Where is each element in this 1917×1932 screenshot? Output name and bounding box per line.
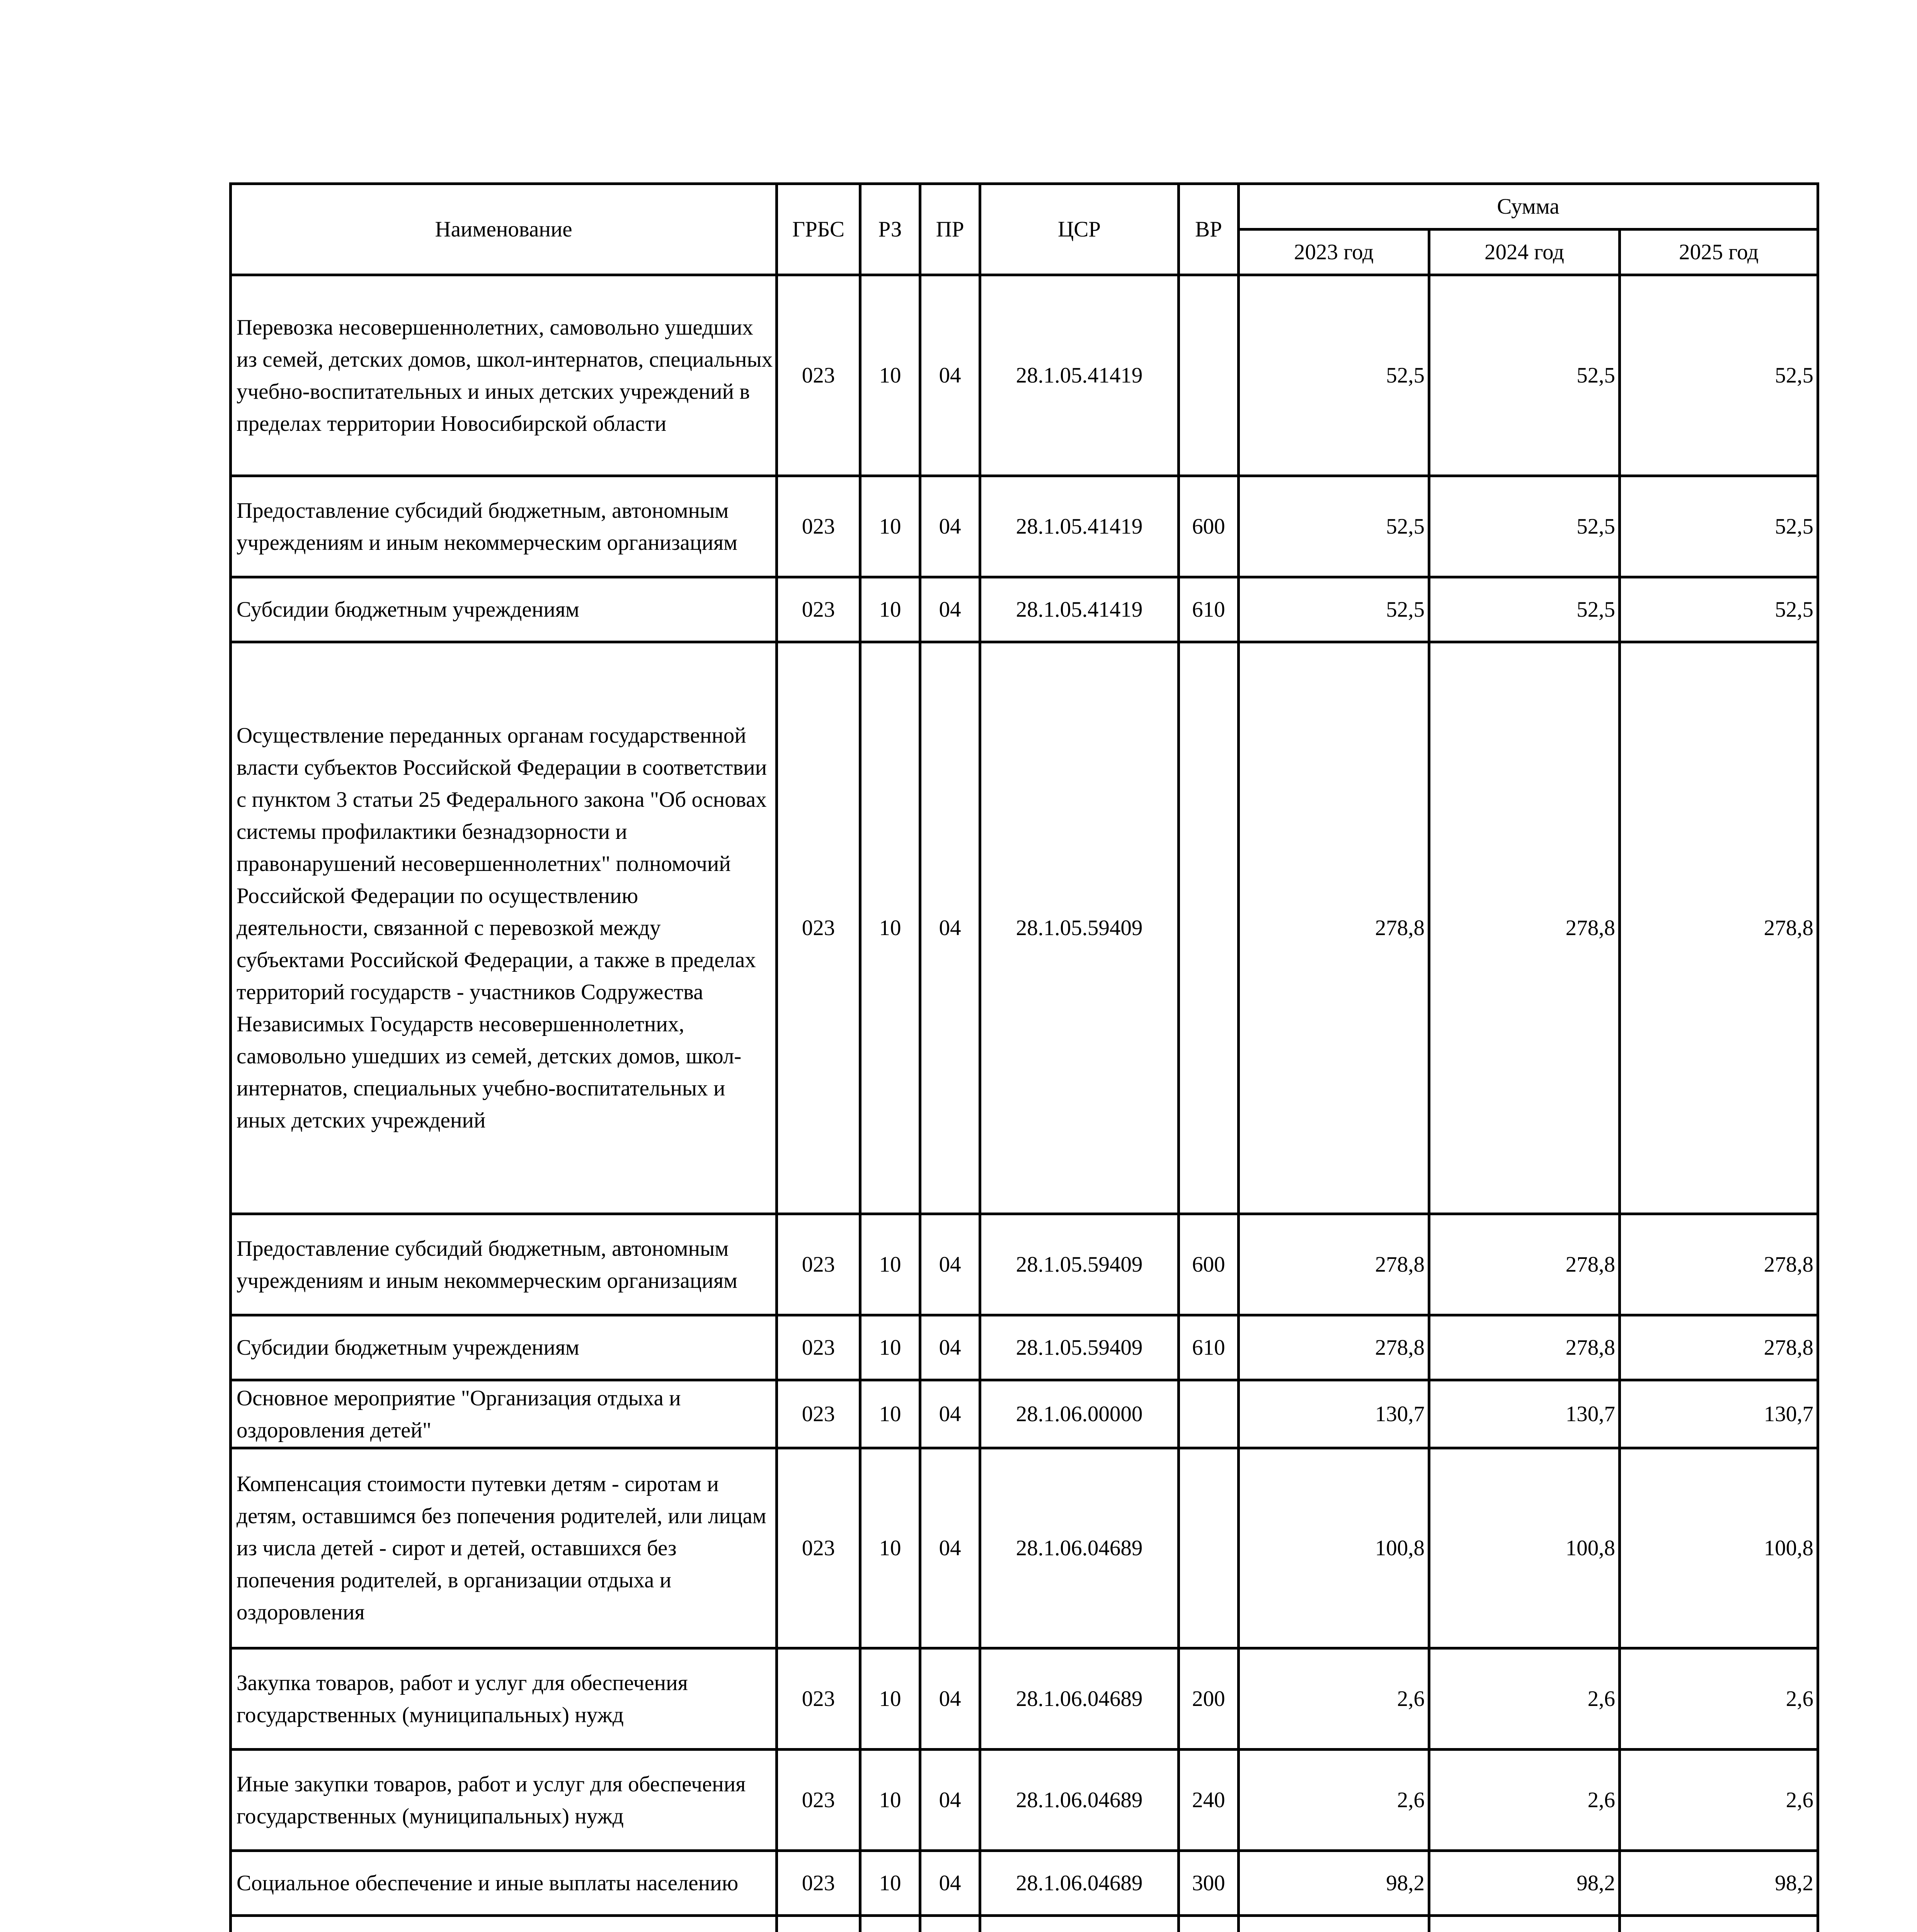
- row-vr: [1179, 275, 1239, 476]
- table-row: [231, 1315, 1818, 1380]
- row-pr: 04: [920, 577, 980, 642]
- table-row: [231, 1648, 1818, 1750]
- row-sum-2023: 98,2: [1239, 1851, 1429, 1916]
- header-2025: 2025 год: [1620, 230, 1818, 275]
- header-name: Наименование: [231, 184, 777, 275]
- row-name: Осуществление переданных органам государственной власти субъектов Российской Федерации в соответствии с пунктом 3 статьи 25 Федерального закона "Об основах системы профилактики безнадзорности и правонарушений несовершеннолетних" полномочий Российской Федерации по осуществлению деятельности, связанной с перевозкой между субъектами Российской Федерации, а также в пределах территорий государств - участников Содружества Независимых Государств несовершеннолетних, самовольно ушедших из семей, детских домов, школ-интернатов, специальных учебно-воспитательных и иных детских учреждений: [231, 642, 777, 1214]
- row-name: [231, 1916, 777, 1932]
- row-sum-2023: 2,6: [1239, 1648, 1429, 1750]
- header-csr: ЦСР: [980, 184, 1179, 275]
- row-name: Субсидии бюджетным учреждениям: [231, 577, 777, 642]
- row-name: Субсидии бюджетным учреждениям: [231, 1315, 777, 1380]
- row-sum-2025: 278,8: [1620, 642, 1818, 1214]
- row-sum-2024: 278,8: [1429, 1214, 1620, 1315]
- row-vr: [1179, 1380, 1239, 1448]
- header-grbs: ГРБС: [777, 184, 860, 275]
- row-vr: 600: [1179, 1214, 1239, 1315]
- row-rz: [860, 1916, 920, 1932]
- table-row: [231, 642, 1818, 1214]
- table-row: [231, 1380, 1818, 1448]
- row-vr: 240: [1179, 1750, 1239, 1851]
- row-rz: 10: [860, 476, 920, 577]
- row-name: Иные закупки товаров, работ и услуг для обеспечения государственных (муниципальных) нужд: [231, 1750, 777, 1851]
- row-sum-2024: 130,7: [1429, 1380, 1620, 1448]
- row-csr: [980, 1916, 1179, 1932]
- row-grbs: 023: [777, 1380, 860, 1448]
- row-rz: 10: [860, 1851, 920, 1916]
- row-pr: 04: [920, 1851, 980, 1916]
- row-sum-2024: 98,2: [1429, 1851, 1620, 1916]
- row-sum-2025: 100,8: [1620, 1448, 1818, 1648]
- table-row: [231, 476, 1818, 577]
- row-name: Предоставление субсидий бюджетным, автономным учреждениям и иным некоммерческим организациям: [231, 476, 777, 577]
- header-2023: 2023 год: [1239, 230, 1429, 275]
- row-name: Перевозка несовершеннолетних, самовольно ушедших из семей, детских домов, школ-интернатов, специальных учебно-воспитательных и иных детских учреждений в пределах территории Новосибирской области: [231, 275, 777, 476]
- row-grbs: 023: [777, 275, 860, 476]
- row-vr: [1179, 1916, 1239, 1932]
- row-pr: 04: [920, 1315, 980, 1380]
- row-sum-2023: 278,8: [1239, 1214, 1429, 1315]
- row-sum-2023: 52,5: [1239, 275, 1429, 476]
- row-sum-2024: 52,5: [1429, 275, 1620, 476]
- row-grbs: 023: [777, 1315, 860, 1380]
- row-vr: [1179, 1448, 1239, 1648]
- row-vr: 200: [1179, 1648, 1239, 1750]
- row-sum-2024: 52,5: [1429, 476, 1620, 577]
- row-grbs: 023: [777, 1750, 860, 1851]
- table-row: [231, 1916, 1818, 1932]
- row-rz: 10: [860, 1448, 920, 1648]
- row-pr: [920, 1916, 980, 1932]
- row-vr: 300: [1179, 1851, 1239, 1916]
- row-csr: 28.1.05.41419: [980, 577, 1179, 642]
- row-csr: 28.1.06.04689: [980, 1750, 1179, 1851]
- row-sum-2025: 278,8: [1620, 1315, 1818, 1380]
- row-sum-2024: 278,8: [1429, 1315, 1620, 1380]
- row-csr: 28.1.06.04689: [980, 1648, 1179, 1750]
- row-sum-2023: 278,8: [1239, 642, 1429, 1214]
- row-sum-2025: 52,5: [1620, 476, 1818, 577]
- row-csr: 28.1.05.41419: [980, 275, 1179, 476]
- table-row: [231, 1214, 1818, 1315]
- row-sum-2023: 52,5: [1239, 577, 1429, 642]
- row-csr: 28.1.06.04689: [980, 1448, 1179, 1648]
- row-csr: 28.1.06.00000: [980, 1380, 1179, 1448]
- header-vr: ВР: [1179, 184, 1239, 275]
- row-sum-2024: 2,6: [1429, 1648, 1620, 1750]
- row-sum-2025: 278,8: [1620, 1214, 1818, 1315]
- table-row: [231, 275, 1818, 476]
- row-pr: 04: [920, 1750, 980, 1851]
- row-name: Социальное обеспечение и иные выплаты населению: [231, 1851, 777, 1916]
- header-sum: Сумма: [1239, 184, 1818, 230]
- row-sum-2023: 130,7: [1239, 1380, 1429, 1448]
- row-name: Закупка товаров, работ и услуг для обеспечения государственных (муниципальных) нужд: [231, 1648, 777, 1750]
- row-sum-2023: [1239, 1916, 1429, 1932]
- row-sum-2025: 52,5: [1620, 577, 1818, 642]
- row-grbs: 023: [777, 642, 860, 1214]
- header-pr: ПР: [920, 184, 980, 275]
- row-grbs: 023: [777, 1648, 860, 1750]
- table-row: [231, 1448, 1818, 1648]
- row-sum-2023: 278,8: [1239, 1315, 1429, 1380]
- row-sum-2025: 2,6: [1620, 1648, 1818, 1750]
- row-vr: 610: [1179, 1315, 1239, 1380]
- row-name: Основное мероприятие "Организация отдыха и оздоровления детей": [231, 1380, 777, 1448]
- row-rz: 10: [860, 642, 920, 1214]
- row-vr: 600: [1179, 476, 1239, 577]
- row-sum-2025: 130,7: [1620, 1380, 1818, 1448]
- row-pr: 04: [920, 1214, 980, 1315]
- table-header: [231, 184, 1818, 275]
- table-body: [231, 275, 1818, 1932]
- row-sum-2023: 52,5: [1239, 476, 1429, 577]
- row-rz: 10: [860, 1315, 920, 1380]
- row-pr: 04: [920, 1380, 980, 1448]
- row-vr: [1179, 642, 1239, 1214]
- header-rz: РЗ: [860, 184, 920, 275]
- row-sum-2025: 2,6: [1620, 1750, 1818, 1851]
- row-rz: 10: [860, 1750, 920, 1851]
- row-rz: 10: [860, 1648, 920, 1750]
- row-sum-2024: 100,8: [1429, 1448, 1620, 1648]
- row-csr: 28.1.05.59409: [980, 1315, 1179, 1380]
- header-2024: 2024 год: [1429, 230, 1620, 275]
- row-rz: 10: [860, 577, 920, 642]
- row-sum-2025: 52,5: [1620, 275, 1818, 476]
- table-row: [231, 1750, 1818, 1851]
- row-sum-2024: 52,5: [1429, 577, 1620, 642]
- row-sum-2025: 98,2: [1620, 1851, 1818, 1916]
- row-csr: 28.1.06.04689: [980, 1851, 1179, 1916]
- row-sum-2024: [1429, 1916, 1620, 1932]
- table-row: [231, 577, 1818, 642]
- row-pr: 04: [920, 1448, 980, 1648]
- row-grbs: [777, 1916, 860, 1932]
- row-sum-2024: 2,6: [1429, 1750, 1620, 1851]
- row-name: Компенсация стоимости путевки детям - сиротам и детям, оставшимся без попечения родителей, или лицам из числа детей - сирот и детей, оставшихся без попечения родителей, в организации отдыха и оздоровления: [231, 1448, 777, 1648]
- row-pr: 04: [920, 1648, 980, 1750]
- row-csr: 28.1.05.41419: [980, 476, 1179, 577]
- row-rz: 10: [860, 275, 920, 476]
- row-csr: 28.1.05.59409: [980, 642, 1179, 1214]
- row-pr: 04: [920, 275, 980, 476]
- table-row: [231, 1851, 1818, 1916]
- row-name: Предоставление субсидий бюджетным, автономным учреждениям и иным некоммерческим организациям: [231, 1214, 777, 1315]
- row-vr: 610: [1179, 577, 1239, 642]
- row-pr: 04: [920, 476, 980, 577]
- row-sum-2023: 2,6: [1239, 1750, 1429, 1851]
- row-sum-2023: 100,8: [1239, 1448, 1429, 1648]
- row-csr: 28.1.05.59409: [980, 1214, 1179, 1315]
- row-grbs: 023: [777, 1851, 860, 1916]
- row-rz: 10: [860, 1214, 920, 1315]
- row-grbs: 023: [777, 476, 860, 577]
- row-rz: 10: [860, 1380, 920, 1448]
- row-pr: 04: [920, 642, 980, 1214]
- row-sum-2024: 278,8: [1429, 642, 1620, 1214]
- budget-table: [229, 182, 1819, 1932]
- row-grbs: 023: [777, 577, 860, 642]
- row-grbs: 023: [777, 1448, 860, 1648]
- row-sum-2025: [1620, 1916, 1818, 1932]
- row-grbs: 023: [777, 1214, 860, 1315]
